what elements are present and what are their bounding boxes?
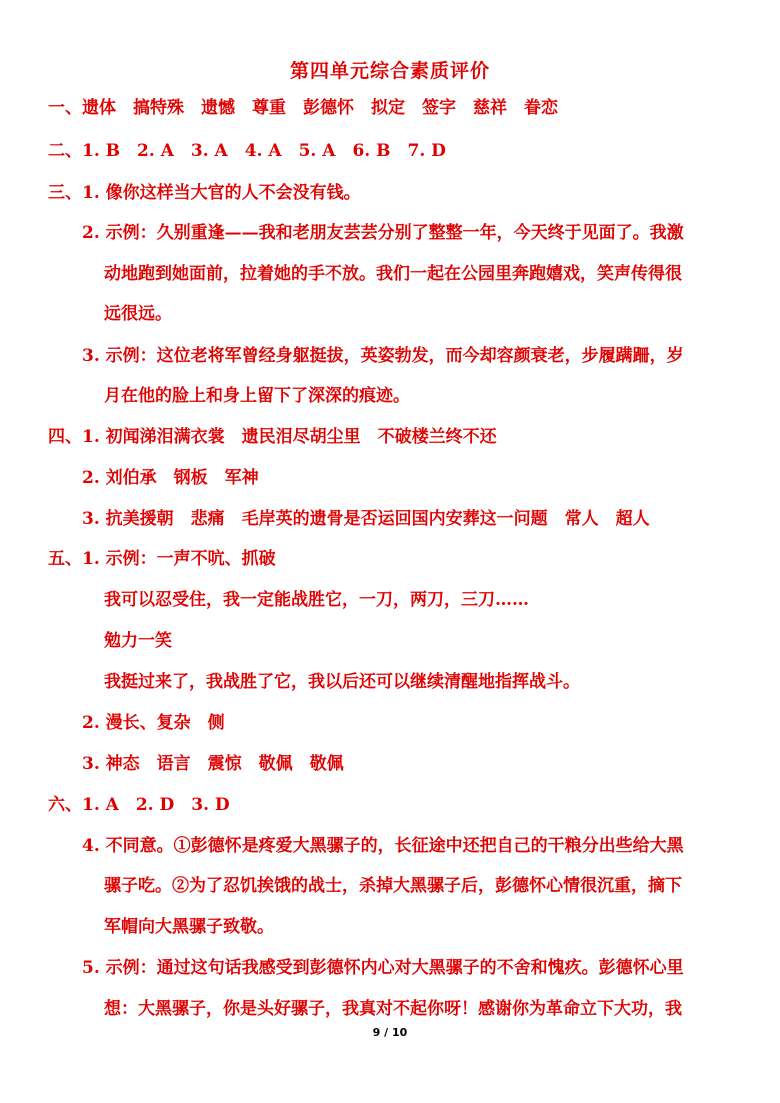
section-5-item-1-line-2: 我可以忍受住，我一定能战胜它，一刀，两刀，三刀…… <box>104 590 529 610</box>
section-5-item-3: 3. 神态 语言 震惊 敬佩 敬佩 <box>82 754 344 774</box>
page-number: 9 / 10 <box>372 1026 408 1039</box>
section-5-item-1-line-4: 我挺过来了，我战胜了它，我以后还可以继续清醒地指挥战斗。 <box>104 672 580 692</box>
section-3-item-3-line-2: 月在他的脸上和身上留下了深深的痕迹。 <box>104 386 410 406</box>
section-5-item-2: 2. 漫长、复杂 侧 <box>82 713 225 733</box>
section-6-item-4-line-2: 骡子吃。②为了忍饥挨饿的战士，杀掉大黑骡子后，彭德怀心情很沉重，摘下 <box>104 876 682 896</box>
section-6-item-1: 六、1. A 2. D 3. D <box>48 795 230 815</box>
section-4-item-2: 2. 刘伯承 钢板 军神 <box>82 468 259 488</box>
section-3-item-3-line-1: 3. 示例：这位老将军曾经身躯挺拔，英姿勃发，而今却容颜衰老，步履蹒跚，岁 <box>82 346 684 366</box>
section-6-item-4-line-1: 4. 不同意。①彭德怀是疼爱大黑骡子的，长征途中还把自己的干粮分出些给大黑 <box>82 836 684 856</box>
section-5-item-1: 五、1. 示例：一声不吭、抓破 <box>48 549 276 569</box>
section-3-item-1: 三、1. 像你这样当大官的人不会没有钱。 <box>48 183 361 203</box>
section-3-item-2-line-1: 2. 示例：久别重逢——我和老朋友芸芸分别了整整一年，今天终于见面了。我激 <box>82 223 684 243</box>
page-title: 第四单元综合素质评价 <box>289 60 490 82</box>
section-2-answers: 二、1. B 2. A 3. A 4. A 5. A 6. B 7. D <box>48 141 446 161</box>
section-5-item-1-line-3: 勉力一笑 <box>104 631 172 651</box>
section-6-item-5-line-1: 5. 示例：通过这句话我感受到彭德怀内心对大黑骡子的不舍和愧疚。彭德怀心里 <box>82 958 684 978</box>
section-4-item-3: 3. 抗美援朝 悲痛 毛岸英的遗骨是否运回国内安葬这一问题 常人 超人 <box>82 509 650 529</box>
section-3-item-2-line-3: 远很远。 <box>104 304 172 324</box>
section-4-item-1: 四、1. 初闻涕泪满衣裳 遗民泪尽胡尘里 不破楼兰终不还 <box>48 427 497 447</box>
section-1-answers: 一、遗体 搞特殊 遗憾 尊重 彭德怀 拟定 签字 慈祥 眷恋 <box>48 98 558 118</box>
section-3-item-2-line-2: 动地跑到她面前，拉着她的手不放。我们一起在公园里奔跑嬉戏，笑声传得很 <box>104 264 682 284</box>
section-6-item-4-line-3: 军帽向大黑骡子致敬。 <box>104 917 274 937</box>
section-6-item-5-line-2: 想：大黑骡子，你是头好骡子，我真对不起你呀！感谢你为革命立下大功，我 <box>104 999 682 1019</box>
